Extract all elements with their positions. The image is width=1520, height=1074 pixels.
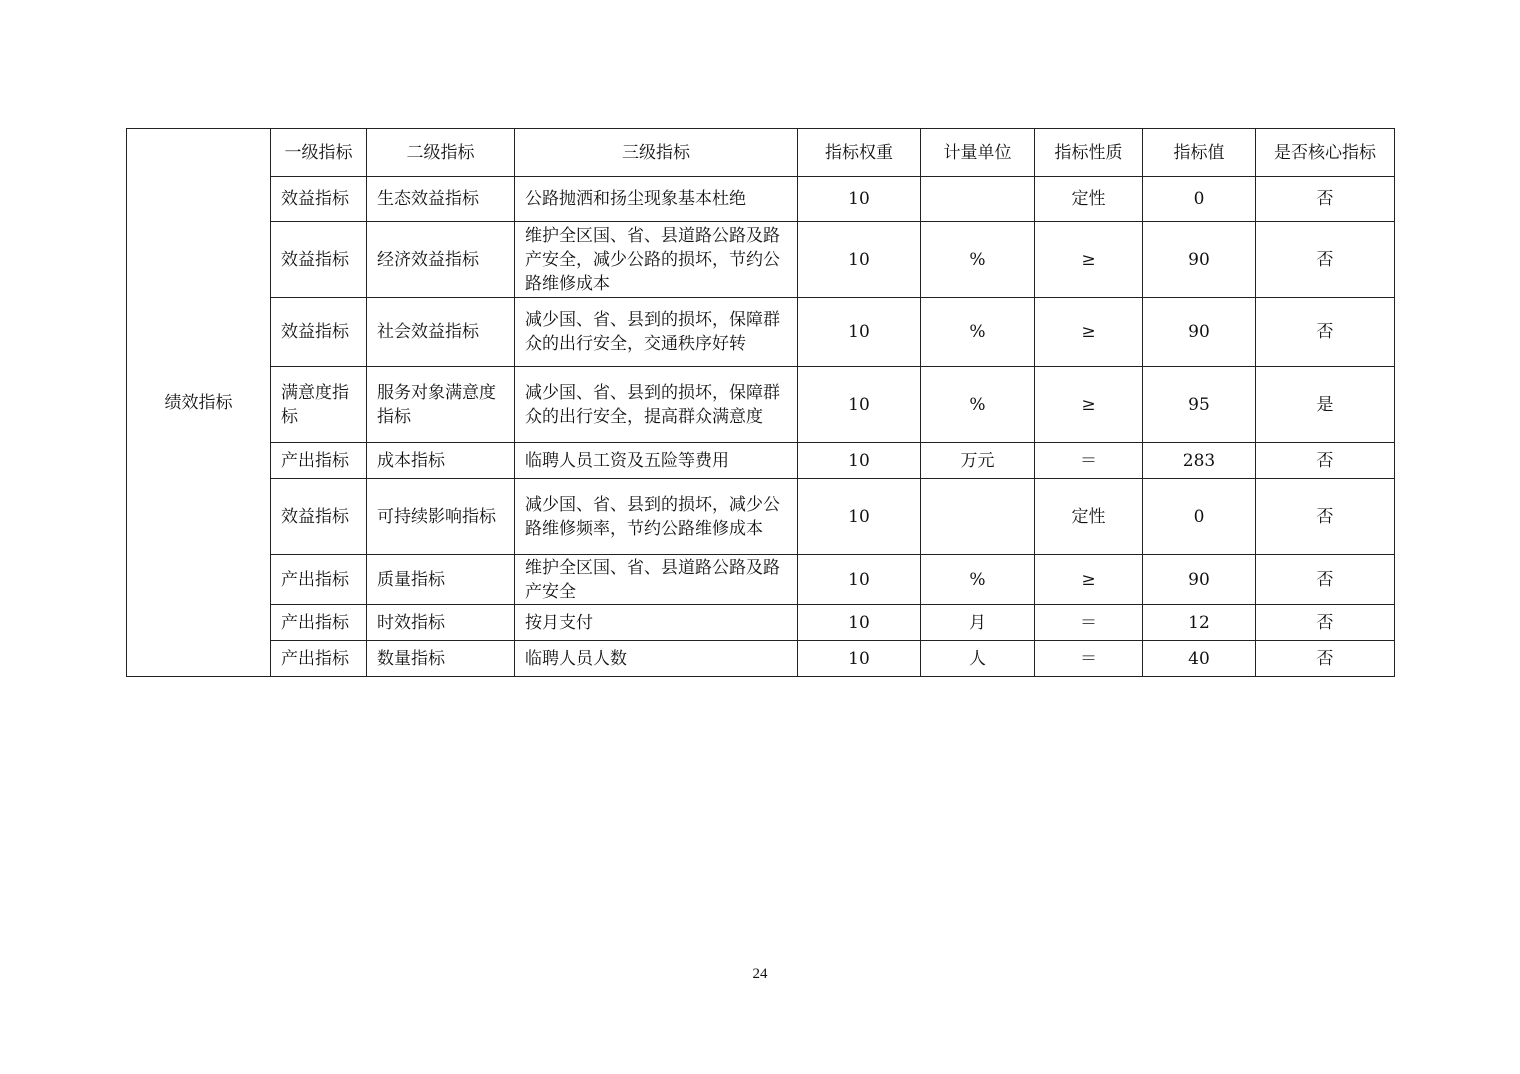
value-cell: 0	[1143, 177, 1256, 222]
nature-cell: ＝	[1035, 605, 1143, 641]
level1-cell: 效益指标	[271, 298, 367, 367]
level2-cell: 成本指标	[367, 443, 515, 479]
core-cell: 否	[1256, 177, 1395, 222]
unit-cell	[921, 479, 1035, 555]
group-label-cell: 绩效指标	[127, 129, 271, 677]
level1-cell: 产出指标	[271, 443, 367, 479]
core-cell: 是	[1256, 367, 1395, 443]
level3-cell: 按月支付	[515, 605, 798, 641]
level2-cell: 社会效益指标	[367, 298, 515, 367]
nature-cell: ≥	[1035, 222, 1143, 298]
weight-cell: 10	[798, 641, 921, 677]
nature-cell: ≥	[1035, 298, 1143, 367]
weight-cell: 10	[798, 555, 921, 605]
header-cell-core: 是否核心指标	[1256, 129, 1395, 177]
header-cell-weight: 指标权重	[798, 129, 921, 177]
core-cell: 否	[1256, 443, 1395, 479]
table-row	[127, 298, 1395, 367]
level1-cell: 效益指标	[271, 222, 367, 298]
header-row	[127, 129, 1395, 177]
level1-cell: 满意度指标	[271, 367, 367, 443]
weight-cell: 10	[798, 479, 921, 555]
table-row	[127, 479, 1395, 555]
unit-cell: %	[921, 298, 1035, 367]
level2-cell: 质量指标	[367, 555, 515, 605]
performance-indicator-table	[126, 128, 1395, 677]
level3-cell: 减少国、省、县到的损坏，保障群众的出行安全，提高群众满意度	[515, 367, 798, 443]
level3-cell: 临聘人员人数	[515, 641, 798, 677]
unit-cell: %	[921, 555, 1035, 605]
header-cell-nature: 指标性质	[1035, 129, 1143, 177]
level1-cell: 产出指标	[271, 605, 367, 641]
level3-cell: 减少国、省、县到的损坏，保障群众的出行安全，交通秩序好转	[515, 298, 798, 367]
table-row	[127, 555, 1395, 605]
value-cell: 90	[1143, 555, 1256, 605]
core-cell: 否	[1256, 641, 1395, 677]
weight-cell: 10	[798, 367, 921, 443]
header-cell-level1: 一级指标	[271, 129, 367, 177]
unit-cell: %	[921, 222, 1035, 298]
weight-cell: 10	[798, 298, 921, 367]
value-cell: 95	[1143, 367, 1256, 443]
table-row	[127, 222, 1395, 298]
level2-cell: 服务对象满意度指标	[367, 367, 515, 443]
weight-cell: 10	[798, 443, 921, 479]
core-cell: 否	[1256, 605, 1395, 641]
nature-cell: ≥	[1035, 367, 1143, 443]
level3-cell: 减少国、省、县到的损坏，减少公路维修频率，节约公路维修成本	[515, 479, 798, 555]
level2-cell: 经济效益指标	[367, 222, 515, 298]
weight-cell: 10	[798, 177, 921, 222]
level1-cell: 效益指标	[271, 479, 367, 555]
header-cell-unit: 计量单位	[921, 129, 1035, 177]
unit-cell: 人	[921, 641, 1035, 677]
nature-cell: ＝	[1035, 641, 1143, 677]
core-cell: 否	[1256, 555, 1395, 605]
level2-cell: 时效指标	[367, 605, 515, 641]
level2-cell: 可持续影响指标	[367, 479, 515, 555]
core-cell: 否	[1256, 479, 1395, 555]
nature-cell: 定性	[1035, 479, 1143, 555]
unit-cell: 月	[921, 605, 1035, 641]
table-row	[127, 367, 1395, 443]
level2-cell: 数量指标	[367, 641, 515, 677]
core-cell: 否	[1256, 222, 1395, 298]
level1-cell: 产出指标	[271, 641, 367, 677]
header-cell-level2: 二级指标	[367, 129, 515, 177]
page-number: 24	[752, 966, 768, 982]
level3-cell: 维护全区国、省、县道路公路及路产安全，减少公路的损坏，节约公路维修成本	[515, 222, 798, 298]
nature-cell: ≥	[1035, 555, 1143, 605]
value-cell: 90	[1143, 222, 1256, 298]
nature-cell: 定性	[1035, 177, 1143, 222]
header-cell-level3: 三级指标	[515, 129, 798, 177]
table-body	[127, 129, 1395, 677]
level1-cell: 产出指标	[271, 555, 367, 605]
level3-cell: 临聘人员工资及五险等费用	[515, 443, 798, 479]
table-row	[127, 177, 1395, 222]
core-cell: 否	[1256, 298, 1395, 367]
value-cell: 12	[1143, 605, 1256, 641]
header-cell-value: 指标值	[1143, 129, 1256, 177]
table-row	[127, 641, 1395, 677]
table-row	[127, 605, 1395, 641]
level3-cell: 维护全区国、省、县道路公路及路产安全	[515, 555, 798, 605]
unit-cell	[921, 177, 1035, 222]
unit-cell: %	[921, 367, 1035, 443]
weight-cell: 10	[798, 222, 921, 298]
value-cell: 283	[1143, 443, 1256, 479]
weight-cell: 10	[798, 605, 921, 641]
unit-cell: 万元	[921, 443, 1035, 479]
nature-cell: ＝	[1035, 443, 1143, 479]
value-cell: 90	[1143, 298, 1256, 367]
table-row	[127, 443, 1395, 479]
level2-cell: 生态效益指标	[367, 177, 515, 222]
value-cell: 0	[1143, 479, 1256, 555]
level3-cell: 公路抛洒和扬尘现象基本杜绝	[515, 177, 798, 222]
value-cell: 40	[1143, 641, 1256, 677]
level1-cell: 效益指标	[271, 177, 367, 222]
